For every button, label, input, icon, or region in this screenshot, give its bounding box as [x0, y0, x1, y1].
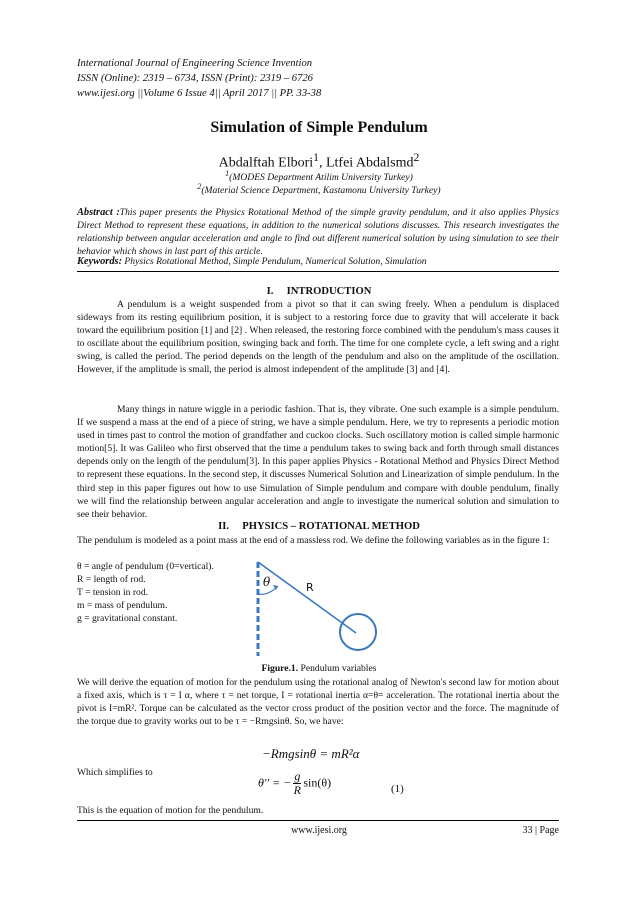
author-separator: , [318, 155, 326, 171]
equation-1 [258, 770, 331, 797]
pendulum-rod [258, 562, 356, 633]
abstract-label: Abstract : [77, 207, 120, 218]
pendulum-figure [238, 558, 388, 658]
simplifies-text: Which simplifies to [77, 767, 153, 778]
keywords-text: Physics Rotational Method, Simple Pendulum, Numerical Solution, Simulation [122, 256, 427, 267]
affiliation-2-text: (Material Science Department, Kastamonu University Turkey) [201, 185, 441, 197]
paper-title: Simulation of Simple Pendulum [210, 119, 428, 136]
equation-1-rhs: sin(θ) [303, 775, 332, 790]
equation-1-fraction [293, 770, 301, 797]
keywords [77, 256, 567, 267]
affiliation-1-sup: 1 [225, 169, 230, 178]
footer-page-number: 33 | Page [522, 825, 559, 836]
theta-label: θ [263, 575, 271, 589]
intro-paragraph-1: A pendulum is a weight suspended from a pivot so that it can swing freely. When a pendulum is displaced sideways from its resting equilibrium position, it is subject to a restoring force due to gravity that will accelerate it back toward the equilibrium position [1] and [2] . When released, the restoring force combined with the pendulum's mass causes it to oscillate about the equilibrium position, swinging back and forth. The time for one complete cycle, a left swing and a right swing, is called the period. The period depends on the length of the pendulum and also on the amplitude of the oscillation. However, if the amplitude is small, the period is almost independent of the amplitude [3] and [4]. [77, 299, 559, 376]
figure-caption-label: Figure.1. [261, 663, 299, 674]
pendulum-bob [340, 614, 376, 650]
r-label: R [306, 581, 314, 594]
journal-issn: ISSN (Online): 2319 – 6734, ISSN (Print): 2319 – 6726 [77, 73, 313, 85]
journal-name: International Journal of Engineering Science Invention [77, 58, 313, 69]
author-1-sup: 1 [313, 151, 319, 164]
figure-caption-text: Pendulum variables [298, 663, 377, 674]
method-paragraph-1: The pendulum is modeled as a point mass at the end of a massless rod. We define the following variables as in the figure 1: [77, 535, 550, 546]
equation-torque: −Rmgsinθ = mR²α [262, 746, 360, 761]
abstract-divider [77, 271, 559, 272]
variable-item: m = mass of pendulum. [77, 600, 168, 612]
equation-1-numerator: g [294, 769, 301, 783]
abstract-text: This paper presents the Physics Rotational Method of the simple gravity pendulum, and it also applies Physics Direct Method to represent these equations, in addition to the numerical solutions discusses. This research investigates the relationship between angular acceleration and angle to find out different numerical solution by using simulation to see their behavior which shows in last part of this article. [77, 207, 559, 257]
affiliation-2 [0, 182, 638, 196]
method-paragraph-2: We will derive the equation of motion for the pendulum using the rotational analog of Newton's second law for motion about a fixed axis, which is τ = I α, where τ = net torque, I = rotational inertia α=θ= acceleration. The rotational inertia about the pivot is I=mR². Torque can be calculated as the vector cross product of the position vector and the force. The magnitude of the torque due to gravity works out to be τ = −Rmgsinθ. So, we have: [77, 677, 559, 728]
variable-item: θ = angle of pendulum (0=vertical). [77, 561, 214, 572]
method-paragraph-3: This is the equation of motion for the pendulum. [77, 805, 264, 816]
variable-item: R = length of rod. [77, 574, 146, 586]
affiliation-1-text: (MODES Department Atilim University Turkey) [229, 172, 413, 184]
equation-1-lhs: θ′′ = − [258, 775, 292, 790]
variable-item: g = gravitational constant. [77, 613, 178, 625]
section-2-heading: II. PHYSICS – ROTATIONAL METHOD [218, 521, 420, 532]
author-2: Ltfei Abdalsmd [325, 155, 414, 171]
variable-list [77, 560, 214, 625]
equation-1-number: (1) [391, 783, 404, 795]
footer-divider [77, 820, 559, 821]
footer-site: www.ijesi.org [291, 825, 347, 836]
keywords-label: Keywords: [77, 256, 123, 267]
intro-paragraph-2: Many things in nature wiggle in a periodic fashion. That is, they vibrate. One such example is a simple pendulum. If we suspend a mass at the end of a piece of string, we have a simple pendulum. Here, we try to represents a periodic motion used in times past to control the motion of grandfather and cuckoo clocks. Such oscillatory motion is called simple harmonic motion[5]. It was Galileo who first observed that the time a pendulum takes to swing back and forth through small distances depends only on the length of the pendulum[3]. In this paper applies Physics - Rotational Method and Physics Direct Method to represent these equations. In the second step, it discusses Numerical Solution and Linearization of simple pendulum. In the third step in this paper figures out how to use Simulation of Simple pendulum and compare with double pendulum, finally we will find the relationship between angular acceleration and angle to investigate the numerical solution and simulation to see their behavior. [77, 404, 559, 520]
variable-item: T = tension in rod. [77, 587, 149, 599]
author-1: Abdalftah Elbori [218, 155, 314, 171]
affiliation-2-sup: 2 [197, 182, 202, 191]
journal-volume: www.ijesi.org ||Volume 6 Issue 4|| April 2017 || PP. 33-38 [77, 88, 322, 100]
abstract [77, 206, 559, 258]
section-1-heading: I. INTRODUCTION [266, 286, 372, 297]
journal-header [77, 56, 321, 102]
figure-caption [0, 663, 638, 674]
author-2-sup: 2 [413, 151, 420, 164]
equation-1-denominator: R [293, 783, 302, 797]
